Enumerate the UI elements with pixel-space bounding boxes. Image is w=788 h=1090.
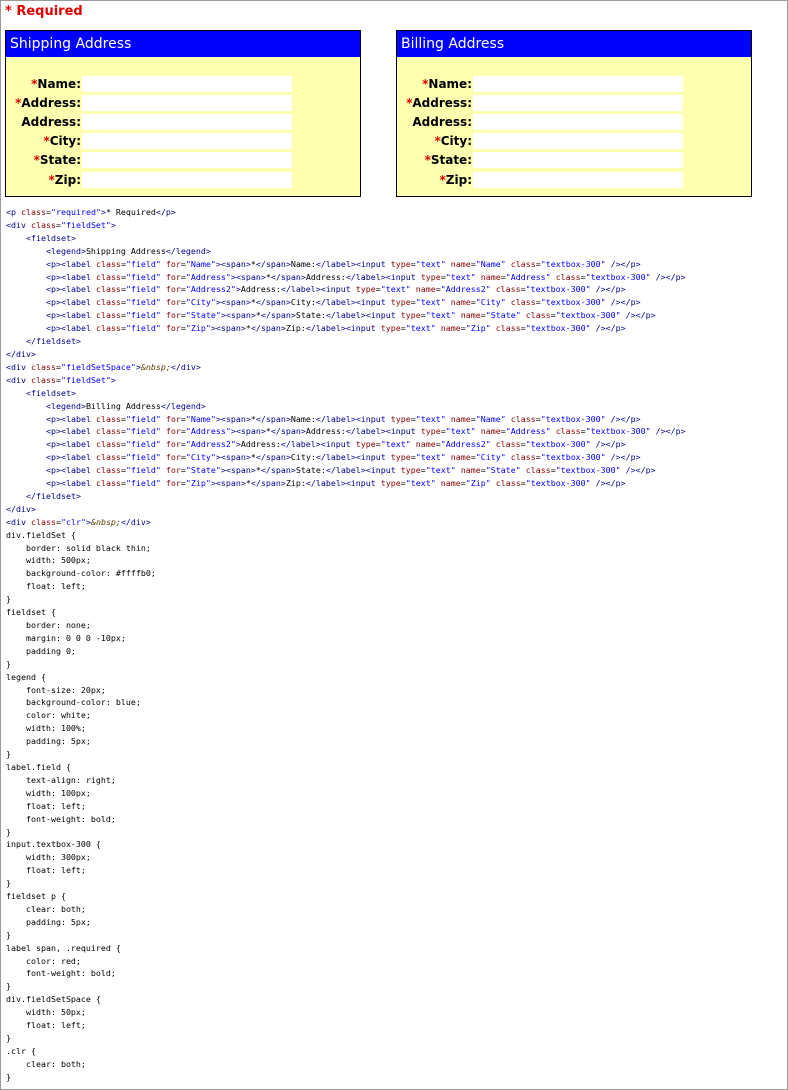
shipping-address2-input[interactable] <box>82 114 292 130</box>
shipping-address-label <box>6 95 81 111</box>
code-line: <p><label class="field" for="City"><span>*</span>City:</label><input type="text" name="City" class="textbox-300" /></p> <box>45 452 641 463</box>
code-line: <p><label class="field" for="State"><span>*</span>State:</label><input type="text" name="State" class="textbox-300" /></p> <box>45 310 656 321</box>
code-line: <p><label class="field" for="Name"><span>*</span>Name:</label><input type="text" name="Name" class="textbox-300" /></p> <box>45 258 641 269</box>
shipping-row-name <box>6 76 360 92</box>
code-line: div.fieldSetSpace { <box>6 994 101 1005</box>
billing-row-city <box>397 133 751 149</box>
billing-state-input[interactable] <box>473 152 683 168</box>
code-line: <p><label class="field" for="Address"><span>*</span>Address:</label><input type="text" name="Address" class="textbox-300" /></p> <box>45 271 686 282</box>
required-star: * <box>434 134 441 148</box>
code-line: } <box>6 981 11 992</box>
code-line: width: 100%; <box>6 723 86 734</box>
code-line: </fieldset> <box>25 490 81 501</box>
billing-row-name <box>397 76 751 92</box>
code-line: clear: both; <box>6 1058 86 1069</box>
shipping-name-label-text: Name: <box>37 77 81 91</box>
code-line: <div class="fieldSetSpace">&nbsp;</div> <box>6 361 201 372</box>
code-line: <p><label class="field" for="Name"><span>*</span>Name:</label><input type="text" name="Name" class="textbox-300" /></p> <box>45 413 641 424</box>
code-line: legend { <box>6 671 46 682</box>
code-line: <p><label class="field" for="State"><span>*</span>State:</label><input type="text" name="State" class="textbox-300" /></p> <box>45 465 656 476</box>
code-line: fieldset p { <box>6 891 66 902</box>
code-line: .clr { <box>6 1045 36 1056</box>
code-line: </div> <box>6 348 36 359</box>
code-line: <p><label class="field" for="Zip"><span>*</span>Zip:</label><input type="text" name="Zip" class="textbox-300" /></p> <box>45 323 626 334</box>
code-line: margin: 0 0 0 -10px; <box>6 632 126 643</box>
code-line: </div> <box>6 503 36 514</box>
shipping-state-input[interactable] <box>82 152 292 168</box>
code-line: div.fieldSet { <box>6 529 76 540</box>
code-line: <p><label class="field" for="Address"><span>*</span>Address:</label><input type="text" name="Address" class="textbox-300" /></p> <box>45 426 686 437</box>
code-line: fieldset { <box>6 607 56 618</box>
code-line: border: none; <box>6 620 91 630</box>
billing-address-label <box>397 95 472 111</box>
code-line: label span, .required { <box>6 942 121 953</box>
shipping-row-address2 <box>6 114 360 130</box>
code-line: <p><label class="field" for="Zip"><span>*</span>Zip:</label><input type="text" name="Zip" class="textbox-300" /></p> <box>45 478 626 489</box>
shipping-state-label-text: State: <box>39 153 81 167</box>
code-line: } <box>6 594 11 605</box>
code-line: <p><label class="field" for="Address2">Address:</label><input type="text" name="Address2" class="textbox-300" /></p> <box>45 439 626 450</box>
code-line: <div class="clr">&nbsp;</div> <box>6 516 151 527</box>
required-star: * <box>15 96 22 110</box>
shipping-address-input[interactable] <box>82 95 292 111</box>
code-line: <fieldset> <box>25 387 76 398</box>
billing-zip-input[interactable] <box>473 172 683 188</box>
billing-state-label-text: State: <box>430 153 472 167</box>
billing-address2-label <box>397 114 472 130</box>
billing-address-input[interactable] <box>473 95 683 111</box>
billing-row-zip <box>397 172 751 188</box>
shipping-zip-label-text: Zip: <box>54 173 81 187</box>
billing-zip-label <box>397 172 472 188</box>
code-line: padding: 5px; <box>6 736 91 747</box>
code-line: label.field { <box>6 761 71 772</box>
billing-name-input[interactable] <box>473 76 683 92</box>
code-line: padding: 5px; <box>6 916 91 927</box>
billing-city-label-text: City: <box>440 134 472 148</box>
billing-city-label <box>397 133 472 149</box>
required-note <box>5 4 83 19</box>
billing-row-state <box>397 152 751 168</box>
required-star: * <box>48 173 55 187</box>
billing-address2-input[interactable] <box>473 114 683 130</box>
code-line: font-size: 20px; <box>6 684 106 695</box>
code-line: <p class="required">* Required</p> <box>6 207 176 217</box>
shipping-address-legend: Shipping Address <box>6 31 360 57</box>
required-star: * <box>439 173 446 187</box>
shipping-row-state <box>6 152 360 168</box>
billing-state-label <box>397 152 472 168</box>
shipping-address2-label <box>6 114 81 130</box>
billing-address-legend: Billing Address <box>397 31 751 57</box>
code-line: font-weight: bold; <box>6 813 116 824</box>
code-line: input.textbox-300 { <box>6 839 101 850</box>
code-line: } <box>6 749 11 760</box>
code-line: width: 50px; <box>6 1007 86 1018</box>
required-star: * <box>422 77 429 91</box>
code-line: <p><label class="field" for="City"><span>*</span>City:</label><input type="text" name="City" class="textbox-300" /></p> <box>45 297 641 308</box>
shipping-address-label-text: Address: <box>21 96 81 110</box>
code-line: width: 500px; <box>6 555 91 566</box>
code-line: <legend>Billing Address</legend> <box>45 400 206 411</box>
code-line: background-color: blue; <box>6 697 141 708</box>
required-note-text: Required <box>11 4 83 19</box>
shipping-address-fieldset <box>5 30 361 197</box>
billing-name-label <box>397 76 472 92</box>
code-line: float: left; <box>6 1020 86 1031</box>
shipping-zip-label <box>6 172 81 188</box>
code-line: <p><label class="field" for="Address2">Address:</label><input type="text" name="Address2" class="textbox-300" /></p> <box>45 284 626 295</box>
code-line: clear: both; <box>6 903 86 914</box>
required-star: * <box>424 153 431 167</box>
code-line: font-weight: bold; <box>6 968 116 979</box>
shipping-city-input[interactable] <box>82 133 292 149</box>
code-line: <div class="fieldSet"> <box>6 374 116 385</box>
code-line: } <box>6 1071 11 1082</box>
code-line: width: 300px; <box>6 852 91 863</box>
required-star: * <box>33 153 40 167</box>
code-line: float: left; <box>6 865 86 876</box>
billing-address-label-text: Address: <box>412 96 472 110</box>
code-line: <fieldset> <box>25 232 76 243</box>
code-line: } <box>6 878 11 889</box>
billing-address2-label-text: Address: <box>412 115 472 129</box>
shipping-row-zip <box>6 172 360 188</box>
shipping-address2-label-text: Address: <box>21 115 81 129</box>
code-line: } <box>6 1033 11 1043</box>
code-line: float: left; <box>6 581 86 592</box>
shipping-name-label <box>6 76 81 92</box>
code-line: color: white; <box>6 710 91 721</box>
shipping-state-label <box>6 152 81 168</box>
billing-name-label-text: Name: <box>428 77 472 91</box>
code-line: border: solid black thin; <box>6 542 151 553</box>
code-line: text-align: right; <box>6 774 116 785</box>
required-star: * <box>43 134 50 148</box>
code-line: color: red; <box>6 955 81 966</box>
billing-row-address2 <box>397 114 751 130</box>
code-line: <legend>Shipping Address</legend> <box>45 245 211 256</box>
code-line: width: 100px; <box>6 787 91 798</box>
required-star: * <box>406 96 413 110</box>
code-line: <div class="fieldSet"> <box>6 219 116 230</box>
shipping-city-label <box>6 133 81 149</box>
code-line: padding 0; <box>6 645 76 656</box>
shipping-name-input[interactable] <box>82 76 292 92</box>
shipping-zip-input[interactable] <box>82 172 292 188</box>
required-star: * <box>5 4 12 19</box>
code-line: float: left; <box>6 800 86 811</box>
required-star: * <box>31 77 38 91</box>
code-line: background-color: #ffffb0; <box>6 568 156 579</box>
shipping-row-city <box>6 133 360 149</box>
source-code-listing <box>6 206 686 1084</box>
code-line: } <box>6 826 11 837</box>
code-line: </fieldset> <box>25 336 81 347</box>
code-line: } <box>6 658 11 669</box>
billing-row-address <box>397 95 751 111</box>
billing-zip-label-text: Zip: <box>445 173 472 187</box>
shipping-city-label-text: City: <box>49 134 81 148</box>
code-line: } <box>6 929 11 940</box>
billing-address-fieldset <box>396 30 752 197</box>
billing-city-input[interactable] <box>473 133 683 149</box>
shipping-row-address <box>6 95 360 111</box>
